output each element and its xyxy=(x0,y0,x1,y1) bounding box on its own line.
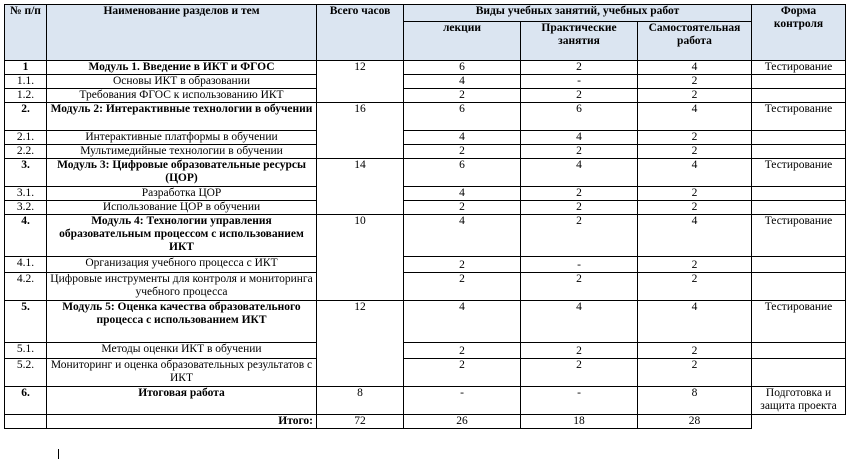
table-row xyxy=(5,301,846,343)
total-self: 28 xyxy=(638,415,752,429)
topic-self: 2 xyxy=(638,359,752,387)
topic-control xyxy=(752,75,846,89)
final-practical: - xyxy=(521,387,638,415)
total-practical: 18 xyxy=(521,415,638,429)
module-hours: 10 xyxy=(317,215,404,301)
module-name: Модуль 5: Оценка качества образовательного процесса с использованием ИКТ xyxy=(47,301,317,343)
topic-practical: 2 xyxy=(521,201,638,215)
table-row xyxy=(5,61,846,75)
header-name: Наименование разделов и тем xyxy=(47,5,317,61)
total-label: Итого: xyxy=(47,415,317,429)
topic-practical: - xyxy=(521,75,638,89)
module-num: 3. xyxy=(5,159,47,187)
topic-lectures: 4 xyxy=(404,187,521,201)
topic-control xyxy=(752,359,846,387)
topic-self: 2 xyxy=(638,273,752,301)
module-practical: 6 xyxy=(521,103,638,131)
module-lectures: 6 xyxy=(404,159,521,187)
topic-self: 2 xyxy=(638,187,752,201)
module-self: 4 xyxy=(638,61,752,75)
topic-self: 2 xyxy=(638,257,752,273)
final-control: Подготовка и защита проекта xyxy=(752,387,846,415)
total-row xyxy=(5,415,846,429)
module-num: 5. xyxy=(5,301,47,343)
topic-self: 2 xyxy=(638,343,752,359)
total-lectures: 26 xyxy=(404,415,521,429)
module-num: 2. xyxy=(5,103,47,131)
final-self: 8 xyxy=(638,387,752,415)
topic-control xyxy=(752,145,846,159)
topic-lectures: 2 xyxy=(404,343,521,359)
topic-name: Использование ЦОР в обучении xyxy=(47,201,317,215)
module-practical: 2 xyxy=(521,215,638,257)
module-lectures: 6 xyxy=(404,103,521,131)
module-hours: 16 xyxy=(317,103,404,159)
topic-num: 4.1. xyxy=(5,257,47,273)
module-hours: 14 xyxy=(317,159,404,215)
topic-self: 2 xyxy=(638,201,752,215)
table-row xyxy=(5,75,846,89)
table-row xyxy=(5,387,846,415)
text-cursor xyxy=(58,449,59,459)
module-num: 1 xyxy=(5,61,47,75)
curriculum-table xyxy=(4,4,846,429)
topic-lectures: 4 xyxy=(404,131,521,145)
topic-control xyxy=(752,187,846,201)
module-name: Модуль 2: Интерактивные технологии в обучении xyxy=(47,103,317,131)
total-control xyxy=(752,415,846,429)
topic-name: Организация учебного процесса с ИКТ xyxy=(47,257,317,273)
table-row xyxy=(5,257,846,273)
total-hours: 72 xyxy=(317,415,404,429)
topic-lectures: 2 xyxy=(404,257,521,273)
header-lectures: лекции xyxy=(404,22,521,61)
module-self: 4 xyxy=(638,215,752,257)
topic-name: Цифровые инструменты для контроля и мониторинга учебного процесса xyxy=(47,273,317,301)
topic-practical: 2 xyxy=(521,145,638,159)
table-row xyxy=(5,89,846,103)
topic-practical: 2 xyxy=(521,343,638,359)
module-practical: 4 xyxy=(521,301,638,343)
topic-control xyxy=(752,89,846,103)
table-row xyxy=(5,131,846,145)
topic-lectures: 4 xyxy=(404,75,521,89)
topic-self: 2 xyxy=(638,145,752,159)
topic-practical: 2 xyxy=(521,89,638,103)
topic-control xyxy=(752,273,846,301)
table-row xyxy=(5,359,846,387)
module-num: 4. xyxy=(5,215,47,257)
topic-name: Разработка ЦОР xyxy=(47,187,317,201)
module-hours: 12 xyxy=(317,301,404,387)
final-hours: 8 xyxy=(317,387,404,415)
topic-num: 5.2. xyxy=(5,359,47,387)
module-self: 4 xyxy=(638,301,752,343)
topic-num: 4.2. xyxy=(5,273,47,301)
topic-num: 2.1. xyxy=(5,131,47,145)
header-activity-types: Виды учебных занятий, учебных работ xyxy=(404,5,752,22)
topic-name: Методы оценки ИКТ в обучении xyxy=(47,343,317,359)
topic-control xyxy=(752,131,846,145)
header-num: № п/п xyxy=(5,5,47,61)
module-control: Тестирование xyxy=(752,61,846,75)
table-row xyxy=(5,343,846,359)
topic-control xyxy=(752,343,846,359)
table-row xyxy=(5,159,846,187)
topic-num: 1.1. xyxy=(5,75,47,89)
topic-self: 2 xyxy=(638,131,752,145)
topic-practical: 2 xyxy=(521,359,638,387)
module-control: Тестирование xyxy=(752,103,846,131)
table-row xyxy=(5,103,846,131)
module-control: Тестирование xyxy=(752,159,846,187)
topic-self: 2 xyxy=(638,75,752,89)
topic-lectures: 2 xyxy=(404,359,521,387)
module-hours: 12 xyxy=(317,61,404,103)
topic-control xyxy=(752,257,846,273)
topic-control xyxy=(752,201,846,215)
topic-lectures: 2 xyxy=(404,89,521,103)
module-control: Тестирование xyxy=(752,215,846,257)
table-row xyxy=(5,215,846,257)
topic-num: 3.1. xyxy=(5,187,47,201)
topic-name: Интерактивные платформы в обучении xyxy=(47,131,317,145)
module-self: 4 xyxy=(638,159,752,187)
topic-num: 5.1. xyxy=(5,343,47,359)
topic-practical: 2 xyxy=(521,187,638,201)
topic-practical: 2 xyxy=(521,273,638,301)
module-lectures: 4 xyxy=(404,301,521,343)
topic-name: Требования ФГОС к использованию ИКТ xyxy=(47,89,317,103)
topic-name: Мультимедийные технологии в обучении xyxy=(47,145,317,159)
topic-num: 1.2. xyxy=(5,89,47,103)
final-num: 6. xyxy=(5,387,47,415)
topic-self: 2 xyxy=(638,89,752,103)
topic-num: 2.2. xyxy=(5,145,47,159)
header-control: Форма контроля xyxy=(752,5,846,61)
module-name: Модуль 1. Введение в ИКТ и ФГОС xyxy=(47,61,317,75)
module-lectures: 6 xyxy=(404,61,521,75)
topic-name: Основы ИКТ в образовании xyxy=(47,75,317,89)
module-practical: 4 xyxy=(521,159,638,187)
table-row xyxy=(5,201,846,215)
module-name: Модуль 4: Технологии управления образовательным процессом с использованием ИКТ xyxy=(47,215,317,257)
table-row xyxy=(5,145,846,159)
topic-lectures: 2 xyxy=(404,201,521,215)
topic-num: 3.2. xyxy=(5,201,47,215)
topic-name: Мониторинг и оценка образовательных результатов с ИКТ xyxy=(47,359,317,387)
module-control: Тестирование xyxy=(752,301,846,343)
header-self-work: Самостоятельная работа xyxy=(638,22,752,61)
module-practical: 2 xyxy=(521,61,638,75)
total-blank xyxy=(5,415,47,429)
module-name: Модуль 3: Цифровые образовательные ресурсы (ЦОР) xyxy=(47,159,317,187)
table-row xyxy=(5,273,846,301)
table-row xyxy=(5,187,846,201)
header-practical: Практические занятия xyxy=(521,22,638,61)
topic-lectures: 2 xyxy=(404,273,521,301)
module-self: 4 xyxy=(638,103,752,131)
topic-practical: - xyxy=(521,257,638,273)
final-name: Итоговая работа xyxy=(47,387,317,415)
topic-practical: 4 xyxy=(521,131,638,145)
final-lectures: - xyxy=(404,387,521,415)
topic-lectures: 2 xyxy=(404,145,521,159)
header-total-hours: Всего часов xyxy=(317,5,404,61)
module-lectures: 4 xyxy=(404,215,521,257)
